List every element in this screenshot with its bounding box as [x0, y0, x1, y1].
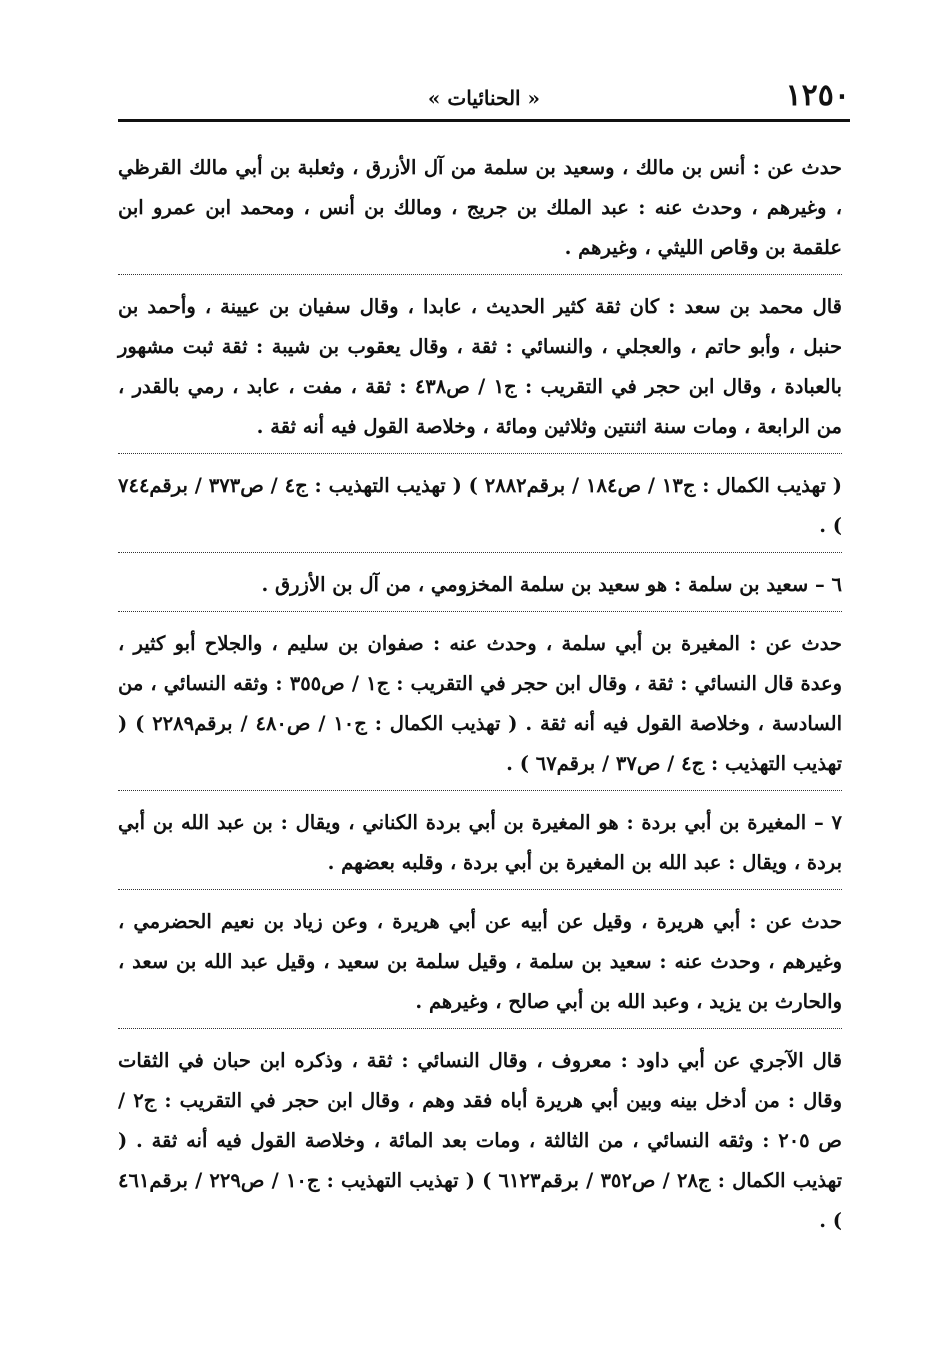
running-title: « الحنائيات » [427, 86, 541, 110]
paragraph-references: ( تهذيب الكمال : ج١٣ / ص١٨٤ / برقم٢٨٨٢ ) ( تهذيب التهذيب : ج٤ / ص٣٧٣ / برقم٧٤٤ ) . [118, 466, 842, 553]
page-number: ١٢٥٠ [785, 78, 850, 113]
page-body [118, 148, 842, 1259]
paragraph-narrators: حدث عن : أنس بن مالك ، وسعيد بن سلمة من آل الأزرق ، وثعلبة بن أبي مالك القرظي ، وغيرهم ، وحدث عنه : عبد الملك بن جريج ، ومالك بن أنس ، ومحمد ابن عمرو ابن علقمة بن وقاص الليثي ، وغيرهم . [118, 148, 842, 275]
paragraph-entry-6-details: حدث عن : المغيرة بن أبي سلمة ، وحدث عنه : صفوان بن سليم ، والجلاح أبو كثير ، وعدة قال النسائي : ثقة ، وقال ابن حجر في التقريب : ج١ / ص٣٥٥ : وثقه النسائي ، من السادسة ، وخلاصة القول فيه أنه ثقة . ( تهذيب الكمال : ج١٠ / ص٤٨٠ / برقم٢٢٨٩ ) ( تهذيب التهذيب : ج٤ / ص٣٧ / برقم٦٧ ) . [118, 624, 842, 791]
header-rule [118, 119, 850, 122]
paragraph-entry-7-narrators: حدث عن : أبي هريرة ، وقيل عن أبيه عن أبي هريرة ، وعن زياد بن نعيم الحضرمي ، وغيرهم ، وحدث عنه : سعيد بن سلمة ، وقيل سلمة بن سعيد ، وقيل عبد الله بن سعد ، والحارث بن يزيد ، وعبد الله بن أبي صالح ، وغيرهم . [118, 902, 842, 1029]
paragraph-grading: قال محمد بن سعد : كان ثقة كثير الحديث ، عابدا ، وقال سفيان بن عيينة ، وأحمد بن حنبل ، وأبو حاتم ، والعجلي ، والنسائي : ثقة ، وقال يعقوب بن شيبة : ثقة ثبت مشهور بالعبادة ، وقال ابن حجر في التقريب : ج١ / ص٤٣٨ : ثقة ، مفت ، عابد ، رمي بالقدر ، من الرابعة ، ومات سنة اثنتين وثلاثين ومائة ، وخلاصة القول فيه أنه ثقة . [118, 287, 842, 454]
paragraph-entry-7: ٧ – المغيرة بن أبي بردة : هو المغيرة بن أبي بردة الكناني ، ويقال : بن عبد الله بن أبي بردة ، ويقال : عبد الله بن المغيرة بن أبي بردة ، وقلبه بعضهم . [118, 803, 842, 890]
paragraph-entry-6: ٦ – سعيد بن سلمة : هو سعيد بن سلمة المخزومي ، من آل بن الأزرق . [118, 565, 842, 612]
page-header [118, 78, 850, 118]
paragraph-entry-7-grading: قال الآجري عن أبي داود : معروف ، وقال النسائي : ثقة ، وذكره ابن حبان في الثقات وقال : من أدخل بينه وبين أبي هريرة أباه فقد وهم ، وقال ابن حجر في التقريب : ج٢ / ص ٢٠٥ : وثقه النسائي ، من الثالثة ، ومات بعد المائة ، وخلاصة القول فيه أنه ثقة . ( تهذيب الكمال : ج٢٨ / ص٣٥٢ / برقم٦١٢٣ ) ( تهذيب التهذيب : ج١٠ / ص٢٢٩ / برقم٤٦١ ) . [118, 1049, 843, 1232]
